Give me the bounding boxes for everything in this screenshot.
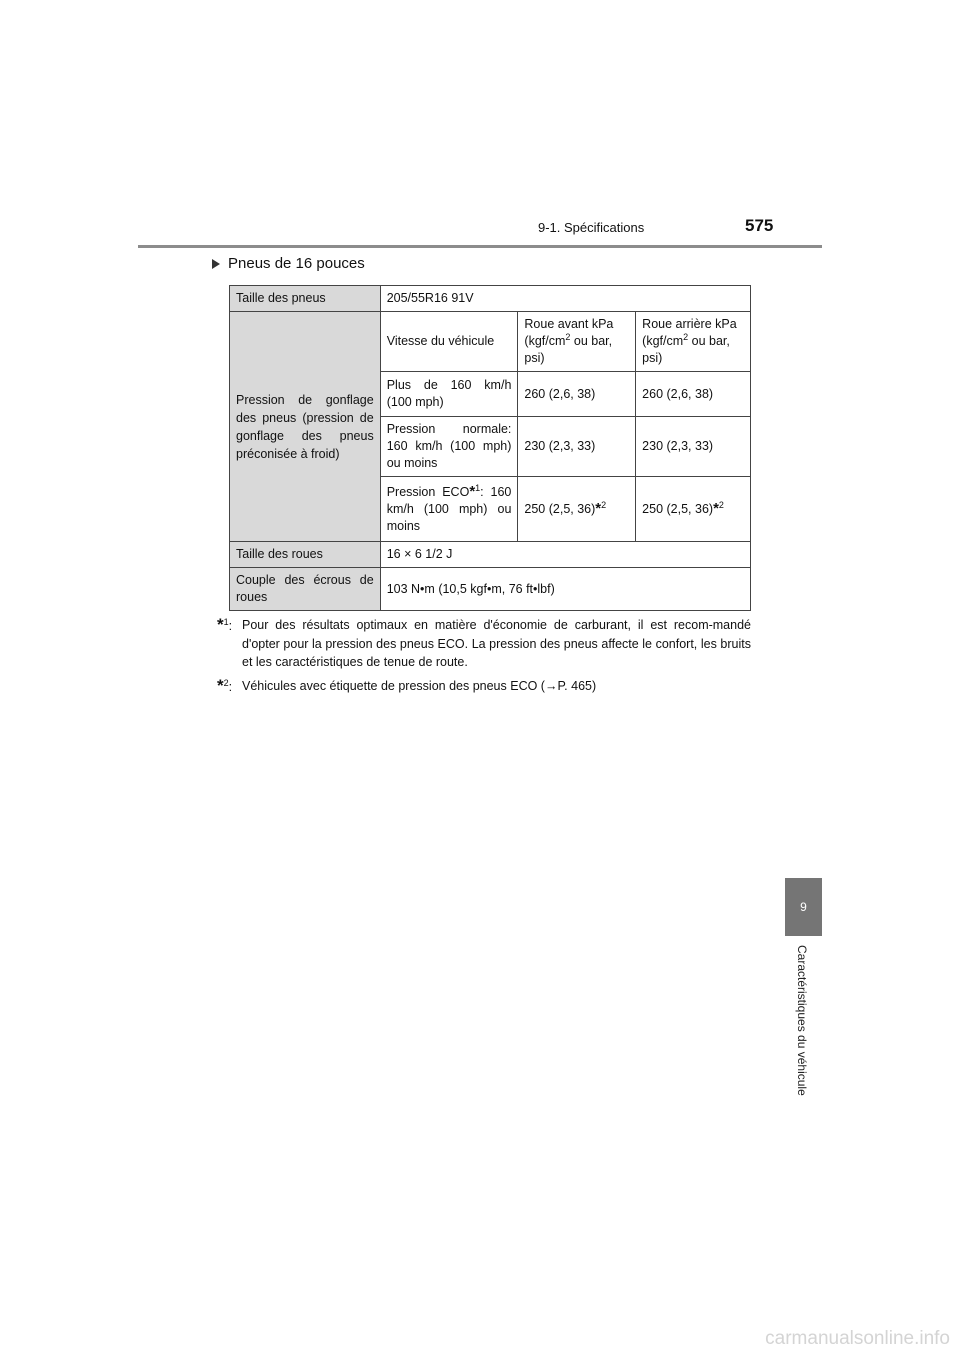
rear-pressure-cell: 260 (2,6, 38) [636,372,751,417]
rear-pressure-cell: 250 (2,5, 36)*$^2$ [636,477,751,542]
front-pressure-cell: 260 (2,6, 38) [518,372,636,417]
front-wheel-column-header: Roue avant kPa ($kgf/cm^2$ ou bar, psi) [518,312,636,372]
table-row [230,312,751,372]
subheading-text: Pneus de 16 pouces [228,255,365,272]
tire-size-value: 205/55R16 91V [380,286,750,312]
footnote [217,616,751,672]
nut-torque-label: Couple des écrous de roues [230,568,381,611]
front-pressure-cell: 250 (2,5, 36)*$^2$ [518,477,636,542]
speed-column-header: Vitesse du véhicule [380,312,518,372]
footnote-text: Véhicules avec étiquette de pression des pneus ECO (→P. 465) [242,678,597,693]
subheading [212,255,365,272]
watermark: carmanualsonline.info [765,1328,950,1349]
chapter-tab[interactable]: 9 [785,878,822,936]
table-row [230,568,751,611]
chapter-label: Caractéristiques du véhicule [795,945,809,1096]
header-divider [138,245,822,248]
table-row [230,286,751,312]
footnotes [217,616,751,701]
footnote-marker: *$^2$: [217,675,233,695]
tire-size-label: Taille des pneus [230,286,381,312]
footnote [217,677,751,697]
nut-torque-value: 103 N•m (10,5 kgf•m, 76 ft•lbf) [380,568,750,611]
tire-spec-table [229,285,751,611]
footnote-marker: *$^1$: [217,615,233,634]
speed-cell: Plus de 160 km/h (100 mph) [380,372,518,417]
wheel-size-label: Taille des roues [230,542,381,568]
rear-pressure-cell: 230 (2,3, 33) [636,417,751,477]
section-title: 9-1. Spécifications [538,220,645,235]
table-row [230,542,751,568]
footnote-text: Pour des résultats optimaux en matière d'économie de carburant, il est recom-mandé d'opter pour la pression des pneus ECO. La pression des pneus affecte le confort, les bruits et les caractéristiques de tenue de route. [242,618,751,669]
speed-cell: Pression ECO*$^1$: 160 km/h (100 mph) ou moins [380,477,518,542]
front-pressure-cell: 230 (2,3, 33) [518,417,636,477]
triangle-bullet-icon [212,259,220,269]
wheel-size-value: 16 × 6 1/2 J [380,542,750,568]
pressure-label: Pression de gonflage des pneus (pression de gonflage des pneus préconisée à froid) [230,312,381,542]
speed-cell: Pression normale: 160 km/h (100 mph) ou moins [380,417,518,477]
rear-wheel-column-header: Roue arrière kPa ($kgf/cm^2$ ou bar, psi) [636,312,751,372]
page-number: 575 [745,216,774,235]
